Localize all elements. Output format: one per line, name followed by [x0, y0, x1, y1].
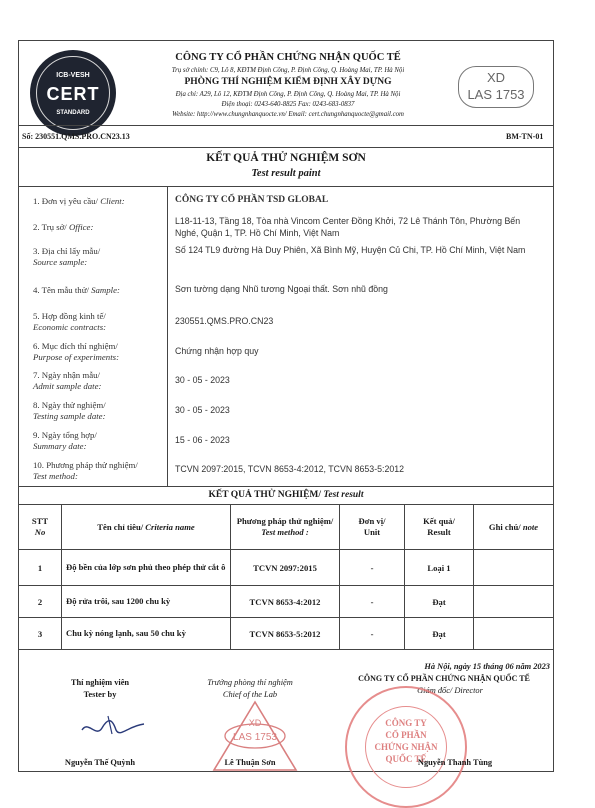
field-value-source-sample: Số 124 TL9 đường Hà Duy Phiên, Xã Bình Mỹ, Huyện Củ Chi, TP. Hồ Chí Minh, Việt Nam — [175, 245, 526, 255]
field-label-test-method: 10. Phương pháp thử nghiệm/ Test method: — [33, 460, 138, 481]
chief-name: Lê Thuận Sơn — [224, 758, 276, 767]
las-accreditation-stamp — [458, 66, 534, 108]
field-label-purpose: 6. Mục đích thí nghiệm/ Purpose of experiments: — [33, 341, 119, 362]
director-name: Nguyễn Thanh Tùng — [417, 758, 493, 767]
row-criteria: Độ rửa trôi, sau 1200 chu kỳ — [62, 586, 231, 618]
row-no: 3 — [19, 618, 62, 650]
tester-title-en: Tester by — [83, 690, 117, 699]
col-note: Ghi chú/ note — [474, 505, 554, 550]
seal-line-2: CỔ PHẦN — [385, 730, 427, 740]
col-criteria: Tên chỉ tiêu/ Criteria name — [62, 505, 231, 550]
seal-line-1: CÔNG TY — [385, 718, 427, 728]
row-unit: - — [340, 618, 405, 650]
field-value-purpose: Chứng nhận hợp quy — [175, 346, 259, 356]
col-result: Kết quả/ Result — [405, 505, 474, 550]
field-value-client: CÔNG TY CỔ PHẦN TSD GLOBAL — [175, 195, 329, 205]
field-label-admit-date: 7. Ngày nhận mẫu/ Admit sample date: — [33, 370, 102, 391]
icb-vesh-cert-logo — [30, 50, 116, 136]
row-result: Đạt — [405, 618, 474, 650]
company-red-seal — [345, 686, 467, 808]
col-method: Phương pháp thử nghiệm/ Test method : — [231, 505, 340, 550]
website-email: Website: http://www.chungnhanquocte.vn/ Email: cert.chungnhanquocte@gmail.com — [172, 111, 404, 118]
row-result: Loại 1 — [405, 550, 474, 586]
tester-name: Nguyễn Thế Quỳnh — [64, 758, 136, 767]
row-note — [474, 618, 554, 650]
form-code: BM-TN-01 — [506, 132, 544, 141]
row-unit: - — [340, 586, 405, 618]
row-method: TCVN 8653-4:2012 — [231, 586, 340, 618]
field-label-client: 1. Đơn vị yêu cầu/ Client: — [33, 196, 125, 206]
lab-stamp-line-2: LAS 1753 — [233, 732, 277, 743]
row-method: TCVN 8653-5:2012 — [231, 618, 340, 650]
page-title: KẾT QUẢ THỬ NGHIỆM SƠN — [206, 152, 366, 164]
lab-stamp-line-1: XD — [248, 718, 262, 728]
field-value-contract: 230551.QMS.PRO.CN23 — [175, 316, 274, 326]
lab-name: PHÒNG THÍ NGHIỆM KIỂM ĐỊNH XÂY DỰNG — [184, 77, 392, 87]
row-unit: - — [340, 550, 405, 586]
director-title: Giám đốc/ Director — [417, 686, 483, 695]
title-divider — [18, 186, 554, 187]
row-criteria: Chu kỳ nóng lạnh, sau 50 chu kỳ — [62, 618, 231, 650]
field-label-sample: 4. Tên mẫu thử/ Sample: — [33, 285, 120, 295]
tester-title: Thí nghiệm viên — [70, 678, 130, 687]
chief-title: Trưởng phòng thí nghiệm — [207, 678, 293, 687]
col-unit: Đơn vị/ Unit — [340, 505, 405, 550]
chief-title-en: Chief of the Lab — [222, 690, 278, 699]
results-section-title: KẾT QUẢ THỬ NGHIỆM/ Test result — [208, 490, 364, 500]
stamp-line-1: XD — [486, 70, 506, 85]
page-subtitle: Test result paint — [251, 168, 321, 179]
field-value-admit-date: 30 - 05 - 2023 — [175, 375, 230, 385]
doc-number: Số: 230551.QMS.PRO.CN23.13 — [22, 132, 130, 141]
row-note — [474, 550, 554, 586]
seal-line-4: QUỐC TẾ — [385, 754, 427, 764]
company-name: CÔNG TY CỔ PHẦN CHỨNG NHẬN QUỐC TẾ — [175, 52, 401, 63]
field-label-office: 2. Trụ sở/ Office: — [33, 222, 94, 232]
stamp-line-2: LAS 1753 — [467, 87, 525, 102]
row-criteria: Độ bền của lớp sơn phủ theo phép thử cắt ô — [62, 550, 231, 586]
tester-signature — [78, 712, 148, 742]
field-value-sample: Sơn tường dạng Nhũ tương Ngoại thất. Sơn nhũ đồng — [175, 284, 388, 294]
header-divider — [18, 125, 554, 126]
row-result: Đạt — [405, 586, 474, 618]
field-label-source-sample: 3. Địa chỉ lấy mẫu/ Source sample: — [33, 246, 101, 267]
row-no: 2 — [19, 586, 62, 618]
field-value-summary-date: 15 - 06 - 2023 — [175, 435, 230, 445]
company-address: Trụ sở chính: C9, Lô 8, KĐTM Định Công, P. Định Công, Q. Hoàng Mai, TP. Hà Nội — [171, 67, 405, 74]
number-divider — [18, 147, 554, 148]
table-row — [19, 618, 554, 650]
field-label-testing-date: 8. Ngày thử nghiệm/ Testing sample date: — [33, 400, 106, 421]
company-sign-title: CÔNG TY CỔ PHẦN CHỨNG NHẬN QUỐC TẾ — [358, 674, 530, 683]
results-table — [18, 504, 554, 650]
fields-divider — [18, 486, 554, 487]
row-no: 1 — [19, 550, 62, 586]
row-method: TCVN 2097:2015 — [231, 550, 340, 586]
results-header-row — [19, 505, 554, 550]
table-row — [19, 586, 554, 618]
field-label-summary-date: 9. Ngày tổng hợp/ Summary date: — [33, 430, 97, 451]
seal-line-3: CHỨNG NHẬN — [374, 742, 438, 752]
field-value-office: L18-11-13, Tầng 18, Tòa nhà Vincom Center Đồng Khởi, 72 Lê Thánh Tôn, Phường Bến Nghé, Quận 1, TP. Hồ Chí Minh, Việt Nam — [175, 216, 521, 238]
field-value-testing-date: 30 - 05 - 2023 — [175, 405, 230, 415]
field-label-contract: 5. Hợp đồng kinh tế/ Economic contracts: — [33, 311, 107, 332]
date-line: Hà Nội, ngày 15 tháng 06 năm 2023 — [424, 662, 550, 671]
field-value-test-method: TCVN 2097:2015, TCVN 8653-4:2012, TCVN 8653-5:2012 — [175, 464, 405, 474]
logo-bottom-text: STANDARD — [56, 110, 90, 116]
lab-address: Địa chỉ: A29, Lô 12, KĐTM Định Công, P. Định Công, Q. Hoàng Mai, TP. Hà Nội — [175, 91, 401, 98]
col-stt: STT No — [19, 505, 62, 550]
phone-fax: Điện thoại: 0243-640-8825 Fax: 0243-683-0837 — [221, 101, 355, 108]
logo-top-text: ICB-VESH — [56, 72, 90, 79]
row-note — [474, 586, 554, 618]
logo-main-text: CERT — [46, 84, 100, 104]
table-row — [19, 550, 554, 586]
